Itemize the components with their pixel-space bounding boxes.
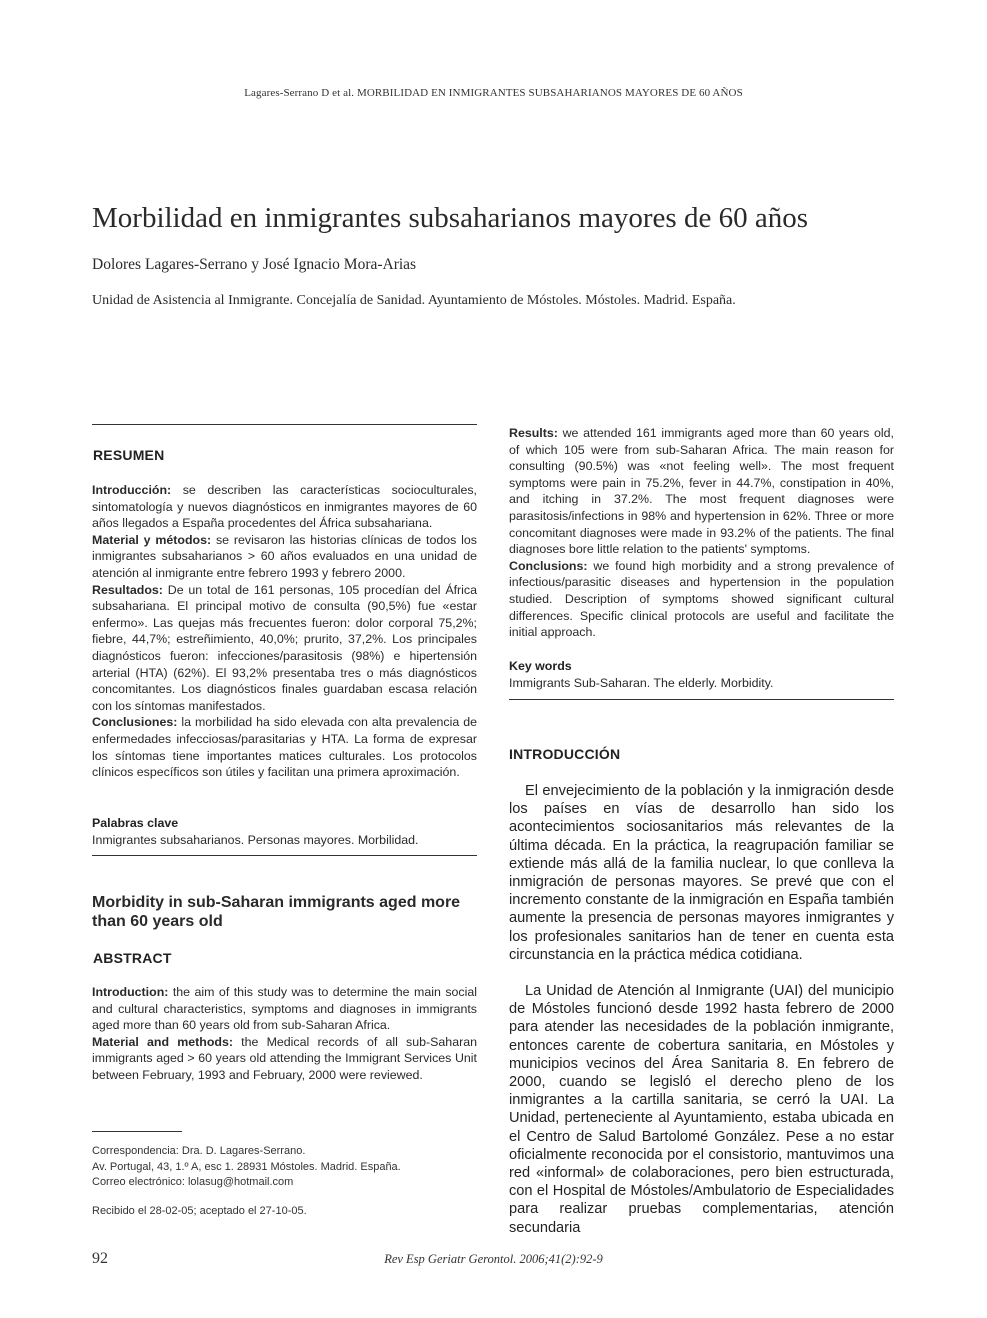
- abstract-methods: [92, 1034, 477, 1084]
- resumen-introduccion-label: Introducción:: [92, 483, 172, 497]
- left-column-top-rule: [92, 424, 477, 425]
- abstract-introduction-label: Introduction:: [92, 985, 169, 999]
- abstract-conclusions-label: Conclusions:: [509, 558, 588, 573]
- running-head: Lagares-Serrano D et al. MORBILIDAD EN INMIGRANTES SUBSAHARIANOS MAYORES DE 60 AÑOS: [244, 87, 743, 99]
- resumen-metodos-text: se revisaron las historias clínicas de todos los inmigrantes subsaharianos > 60 años evaluados en una unidad de atención al inmigrante entre febrero 1993 y febrero 2000.: [92, 532, 477, 580]
- key-words-heading: Key words: [509, 659, 572, 673]
- footnote-rule: [92, 1131, 182, 1132]
- resumen-resultados: [92, 582, 477, 715]
- palabras-clave-list: Inmigrantes subsaharianos. Personas mayores. Morbilidad.: [92, 833, 419, 847]
- abstract-results: [509, 425, 894, 558]
- journal-citation: Rev Esp Geriatr Gerontol. 2006;41(2):92-9: [384, 1252, 603, 1266]
- page-number: 92: [92, 1250, 108, 1267]
- abstract-introduction-text: the aim of this study was to determine the main social and cultural characteristics, symptoms and diagnoses in immigrants aged more than 60 years old from sub-Saharan Africa.: [92, 985, 477, 1033]
- resumen-resultados-label: Resultados:: [92, 582, 163, 597]
- introduccion-body: [509, 782, 894, 1237]
- footnotes: [92, 1144, 477, 1219]
- abstract-methods-text: the Medical records of all sub-Saharan immigrants aged > 60 years old attending the Immigrant Services Unit between February, 1993 and February, 2000 were reviewed.: [92, 1034, 477, 1082]
- abstract-introduction: [92, 984, 477, 1034]
- footnote-address: Av. Portugal, 43, 1.º A, esc 1. 28931 Móstoles. Madrid. España.: [92, 1160, 401, 1173]
- abstract-bottom-rule: [509, 699, 894, 700]
- resumen-introduccion-text: se describen las características socioculturales, sintomatología y nuevos diagnósticos en inmigrantes mayores de 60 años llegados a España procedentes del África subsahariana.: [92, 483, 477, 531]
- footnote-email: Correo electrónico: lolasug@hotmail.com: [92, 1176, 294, 1188]
- resumen-conclusiones-label: Conclusiones:: [92, 715, 178, 730]
- article-authors: Dolores Lagares-Serrano y José Ignacio Mora-Arias: [92, 256, 417, 273]
- footnote-received: Recibido el 28-02-05; aceptado el 27-10-05.: [92, 1204, 307, 1217]
- abstract-body-left: [92, 984, 477, 1084]
- resumen-conclusiones-text: la morbilidad ha sido elevada con alta prevalencia de enfermedades infecciosas/parasitarias y HTA. La forma de expresar los síntomas tiene importantes matices culturales. Los protocolos clínicos específicos son útiles y facilitan una primera aproximación.: [92, 715, 477, 780]
- resumen-metodos-label: Material y métodos:: [92, 532, 212, 547]
- resumen-resultados-text: De un total de 161 personas, 105 procedían del África subsahariana. El principal motivo de consulta (90,5%) fue «estar enfermo». Las quejas más frecuentes fueron: dolor corporal 75,2%; fiebre, 44,7%; estreñimiento, 40,0%; prurito, 37,2%. Los principales diagnósticos fueron: infecciones/parasitosis (98%) e hipertensión arterial (HTA) (62%). El 93,2% presentaba tres o más diagnósticos concomitantes. Los diagnósticos finales guardaban escasa relación con los síntomas manifestados.: [92, 582, 477, 713]
- abstract-heading: ABSTRACT: [93, 950, 172, 966]
- abstract-conclusions-text: we found high morbidity and a strong prevalence of infectious/parasitic diseases and hypertension in the population studied. Description of symptoms showed significant cultural differences. Specific clinical protocols are useful and facilitate the initial approach.: [509, 558, 894, 640]
- resumen-introduccion: [92, 482, 477, 532]
- palabras-clave-heading: Palabras clave: [92, 816, 179, 830]
- abstract-results-label: Results:: [509, 426, 558, 440]
- introduccion-paragraph-2: La Unidad de Atención al Inmigrante (UAI) del municipio de Móstoles funcionó desde 1992 hasta febrero de 2000 para atender las necesidades de la población inmigrante, entonces carente de cobertura sanitaria, en Móstoles y municipios vecinos del Área Sanitaria 8. En febrero de 2000, cuando se legisló el derecho pleno de los inmigrantes a la cartilla sanitaria, se cerró la UAI. La Unidad, perteneciente al Ayuntamiento, estaba ubicada en el Centro de Salud Bartolomé González. Pese a no estar oficialmente reconocida por el consistorio, mantuvimos una red «informal» de colaboraciones, pero bien estructurada, con el Hospital de Móstoles/Ambulatorio de Especialidades para realizar pruebas complementarias, atención secundaria: [509, 983, 894, 1236]
- article-title: Morbilidad en inmigrantes subsaharianos mayores de 60 años: [92, 202, 808, 234]
- abstract-body-right: [509, 425, 894, 641]
- introduccion-heading: INTRODUCCIÓN: [509, 746, 621, 762]
- abstract-methods-label: Material and methods:: [92, 1034, 233, 1049]
- abstract-conclusions: [509, 558, 894, 641]
- resumen-body: [92, 482, 477, 781]
- footnote-correspondence: Correspondencia: Dra. D. Lagares-Serrano.: [92, 1145, 306, 1157]
- resumen-metodos: [92, 532, 477, 582]
- resumen-bottom-rule: [92, 855, 477, 856]
- resumen-heading: RESUMEN: [93, 447, 165, 463]
- key-words-list: Immigrants Sub-Saharan. The elderly. Morbidity.: [509, 676, 774, 690]
- english-title: Morbidity in sub-Saharan immigrants aged more than 60 years old: [92, 894, 461, 930]
- resumen-conclusiones: [92, 714, 477, 780]
- article-affiliation: Unidad de Asistencia al Inmigrante. Concejalía de Sanidad. Ayuntamiento de Móstoles. Móstoles. Madrid. España.: [92, 293, 736, 308]
- abstract-results-text: we attended 161 immigrants aged more than 60 years old, of which 105 were from sub-Saharan Africa. The main reason for consulting (90.5%) was «not feeling well». The most frequent symptoms were pain in 75.2%, fever in 44.7%, constipation in 40%, and itching in 37.2%. The most frequent diagnoses were parasitosis/infections in 98% and hypertension in 62%. Three or more concomitant diagnoses were made in 93.2% of the patients. The final diagnoses bore little relation to the patients' symptoms.: [509, 426, 894, 557]
- introduccion-paragraph-1: El envejecimiento de la población y la inmigración desde los países en vías de desarrollo han sido los acontecimientos sociosanitarios más relevantes de la última década. En la práctica, la reagrupación familiar se extiende más allá de la familia nuclear, lo que conlleva la inmigración de personas mayores. Se prevé que con el incremento constante de la inmigración en España también aumente la presencia de personas mayores inmigrantes y los profesionales sanitarios han de tener en cuenta esta circunstancia en la práctica médica cotidiana.: [509, 783, 894, 963]
